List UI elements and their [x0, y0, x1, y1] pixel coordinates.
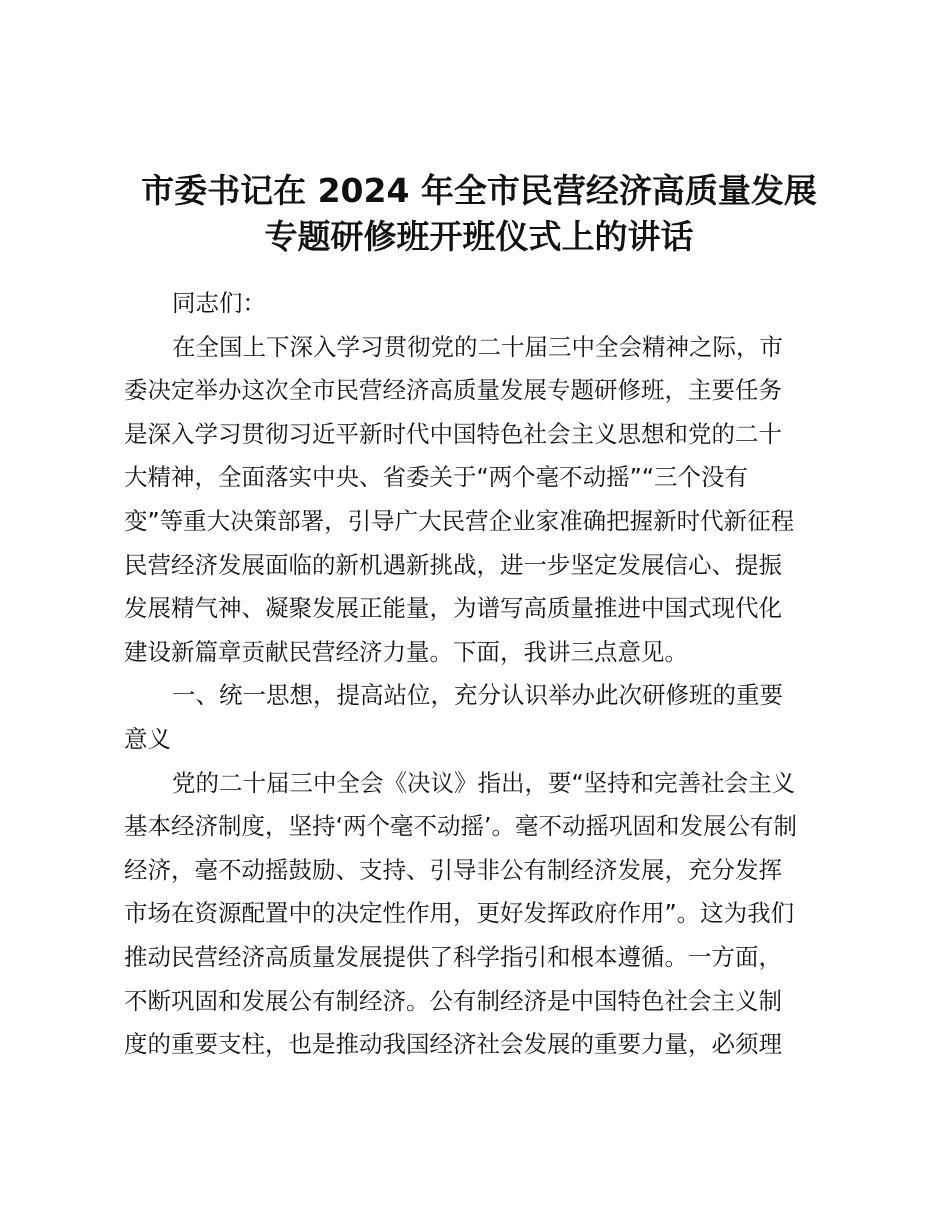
title-line: 专题研修班开班仪式上的讲话 — [264, 217, 694, 256]
paragraph-line: 党的二十届三中全会《决议》指出，要“坚持和完善社会主义 — [172, 768, 796, 797]
paragraph-line: 大精神，全面落实中央、省委关于“两个毫不动摇”“三个没有 — [124, 463, 749, 492]
paragraph-line: 发展精气神、凝聚发展正能量，为谱写高质量推进中国式现代化 — [124, 594, 782, 623]
document-title — [124, 168, 834, 260]
salutation: 同志们： — [172, 289, 266, 317]
document-body — [124, 282, 834, 1067]
paragraph-line: 是深入学习贯彻习近平新时代中国特色社会主义思想和党的二十 — [124, 419, 782, 448]
document-page — [124, 168, 834, 1067]
paragraph-line: 基本经济制度，坚持‘两个毫不动摇’。毫不动摇巩固和发展公有制 — [124, 812, 797, 841]
paragraph-line: 在全国上下深入学习贯彻党的二十届三中全会精神之际，市 — [172, 332, 783, 361]
section-heading-line: 意义 — [124, 724, 171, 753]
paragraph-line: 民营经济发展面临的新机遇新挑战，进一步坚定发展信心、提振 — [124, 550, 782, 579]
paragraph-line: 不断巩固和发展公有制经济。公有制经济是中国特色社会主义制 — [124, 986, 782, 1015]
paragraph-line: 委决定举办这次全市民营经济高质量发展专题研修班，主要任务 — [124, 376, 782, 405]
paragraph-line: 建设新篇章贡献民营经济力量。下面，我讲三点意见。 — [124, 637, 688, 666]
paragraph-line: 经济，毫不动摇鼓励、支持、引导非公有制经济发展，充分发挥 — [124, 855, 782, 884]
title-line: 市委书记在 2024 年全市民营经济高质量发展 — [141, 171, 817, 210]
section-heading-line: 一、统一思想，提高站位，充分认识举办此次研修班的重要 — [172, 681, 783, 710]
paragraph-line: 市场在资源配置中的决定性作用，更好发挥政府作用”。这为我们 — [124, 899, 795, 928]
paragraph-line: 变”等重大决策部署，引导广大民营企业家准确把握新时代新征程 — [124, 506, 795, 535]
paragraph-line: 度的重要支柱，也是推动我国经济社会发展的重要力量，必须理 — [124, 1030, 782, 1059]
paragraph-line: 推动民营经济高质量发展提供了科学指引和根本遵循。一方面， — [124, 942, 782, 971]
